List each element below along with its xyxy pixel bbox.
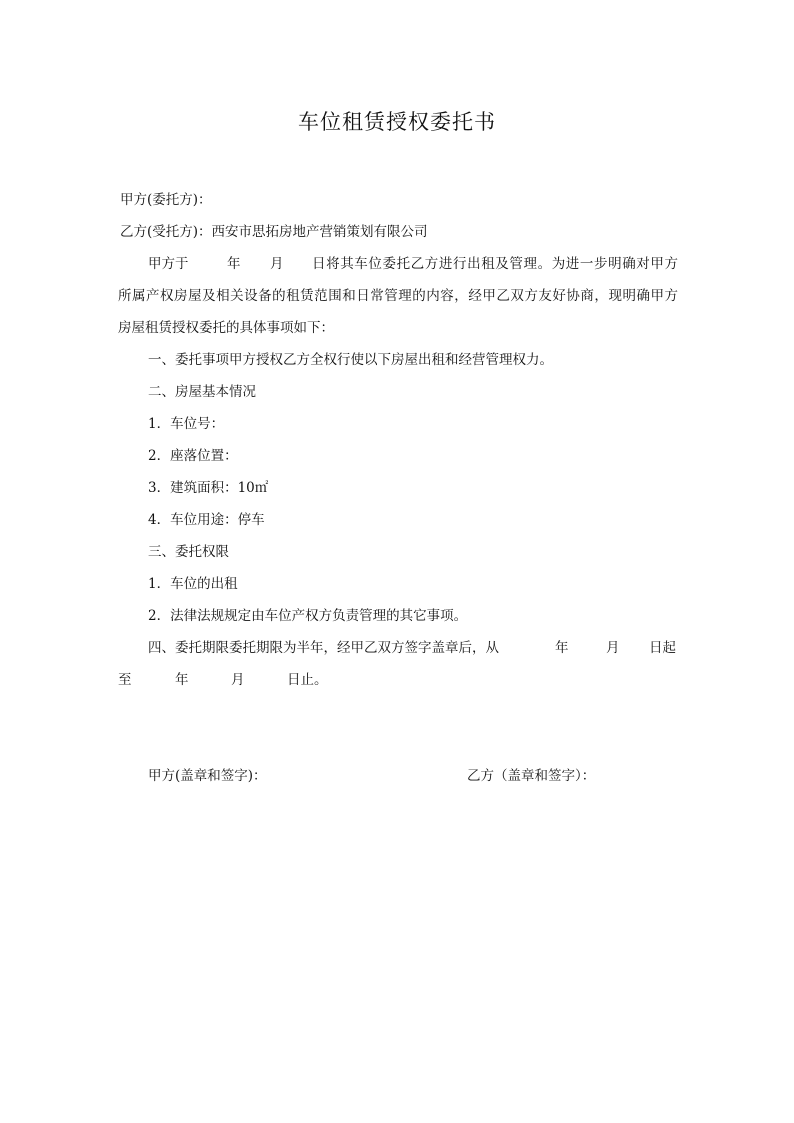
term-year2: 年 bbox=[175, 672, 189, 688]
document-title: 车位租赁授权委托书 bbox=[298, 110, 496, 134]
item-1: 一、委托事项甲方授权乙方全权行使以下房屋出租和经营管理权力。 bbox=[148, 352, 553, 368]
item-5: 3．建筑面积：10㎡ bbox=[148, 480, 269, 496]
intro-line1: 日将其车位委托乙方进行出租及管理。为进一步明确对甲方 bbox=[312, 256, 678, 272]
term-month: 月 bbox=[606, 640, 620, 656]
item-4: 2．座落位置： bbox=[148, 448, 238, 464]
item-3: 1．车位号： bbox=[148, 416, 225, 432]
item-8: 1．车位的出租 bbox=[148, 576, 238, 592]
item-9: 2．法律法规规定由车位产权方负责管理的其它事项。 bbox=[148, 608, 468, 624]
item-2: 二、房屋基本情况 bbox=[148, 384, 256, 400]
item-7: 三、委托权限 bbox=[148, 544, 229, 560]
intro-line3: 房屋租赁授权委托的具体事项如下： bbox=[118, 320, 334, 336]
intro-year: 年 bbox=[227, 256, 241, 272]
term-day-end: 日止。 bbox=[287, 672, 328, 688]
intro-month: 月 bbox=[270, 256, 284, 272]
term-year: 年 bbox=[555, 640, 569, 656]
term-day-start: 日起 bbox=[649, 640, 676, 656]
party-b-label: 乙方(受托方)：西安市思拓房地产营销策划有限公司 bbox=[120, 224, 428, 240]
term-to: 至 bbox=[118, 672, 132, 688]
term-month2: 月 bbox=[231, 672, 245, 688]
item-6: 4．车位用途：停车 bbox=[148, 512, 265, 528]
intro-line2: 所属产权房屋及相关设备的租赁范围和日常管理的内容，经甲乙双方友好协商，现明确甲方 bbox=[118, 288, 678, 304]
party-a-label: 甲方(委托方)： bbox=[120, 192, 212, 208]
term-text: 四、委托期限委托期限为半年，经甲乙双方签字盖章后，从 bbox=[148, 640, 499, 656]
intro-start: 甲方于 bbox=[148, 256, 189, 272]
signature-party-b: 乙方（盖章和签字）： bbox=[467, 768, 596, 784]
signature-party-a: 甲方(盖章和签字)： bbox=[148, 768, 267, 784]
